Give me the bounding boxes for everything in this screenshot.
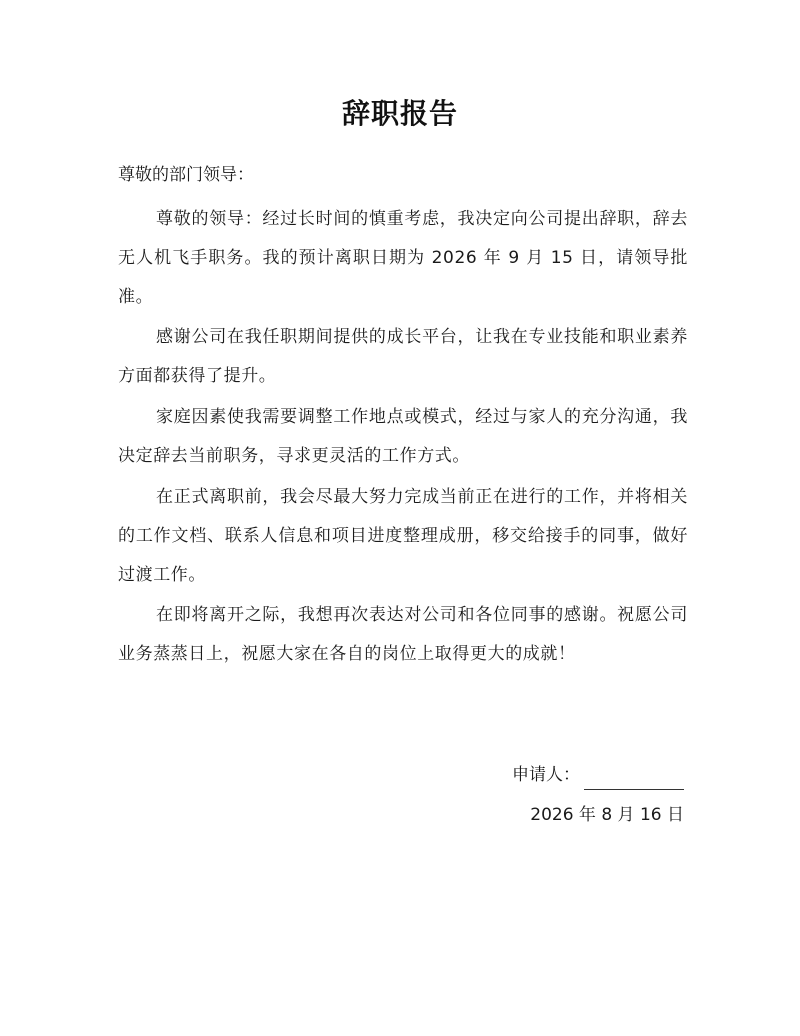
salutation: 尊敬的部门领导： — [118, 165, 254, 185]
document-title: 辞职报告 — [341, 97, 458, 130]
signature-blank-line — [584, 767, 684, 790]
signature-label: 申请人： — [512, 765, 580, 785]
paragraph-1: 尊敬的领导：经过长时间的慎重考虑，我决定向公司提出辞职，辞去无人机飞手职务。我的预计离职日期为 2026 年 9 月 15 日，请领导批准。 — [118, 209, 688, 307]
paragraph-5: 在即将离开之际，我想再次表达对公司和各位同事的感谢。祝愿公司业务蒸蒸日上，祝愿大家在各自的岗位上取得更大的成就！ — [118, 605, 688, 664]
paragraph-2: 感谢公司在我任职期间提供的成长平台，让我在专业技能和职业素养方面都获得了提升。 — [118, 327, 688, 386]
signature-row — [512, 760, 684, 790]
paragraph-4: 在正式离职前，我会尽最大努力完成当前正在进行的工作，并将相关的工作文档、联系人信息和项目进度整理成册，移交给接手的同事，做好过渡工作。 — [118, 487, 688, 585]
paragraph-3: 家庭因素使我需要调整工作地点或模式，经过与家人的充分沟通，我决定辞去当前职务，寻求更灵活的工作方式。 — [118, 407, 688, 466]
signature-date: 2026 年 8 月 16 日 — [530, 805, 684, 825]
